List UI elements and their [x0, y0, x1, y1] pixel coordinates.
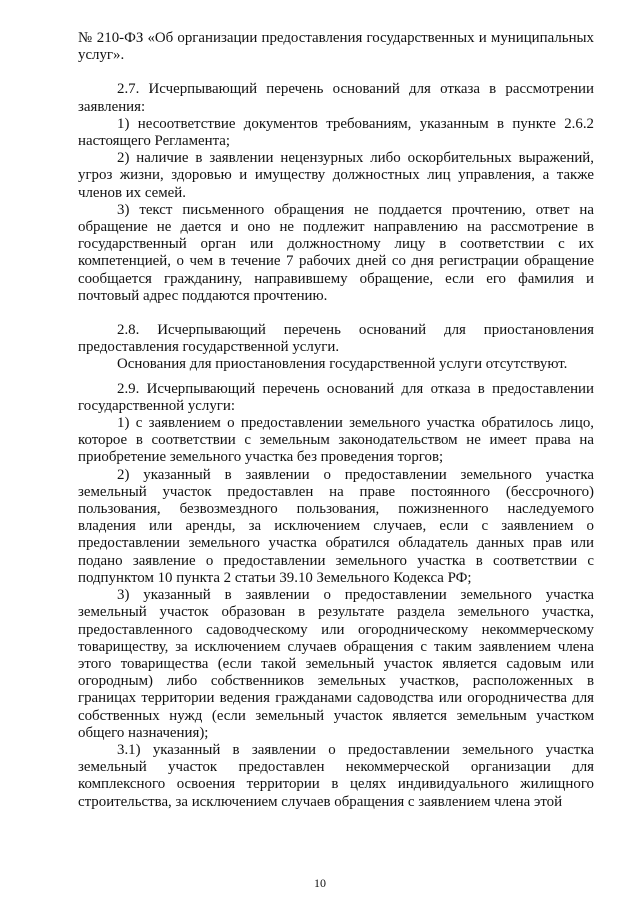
spacer — [78, 374, 594, 381]
page-number: 10 — [314, 876, 326, 890]
paragraph-2-9-item-2: 2) указанный в заявлении о предоставлении земельного участка земельный участок предоставлен на праве постоянного (бессрочного) пользования, безвозмездного пользования, пожизненного наследуемого владения или аренды, за исключением случаев, если с заявлением о предоставлении земельного участка обратился обладатель данных прав или подано заявление о предоставлении земельного участка в соответствии с подпунктом 10 пункта 2 статьи 39.10 Земельного Кодекса РФ; — [78, 466, 594, 586]
paragraph-2-8-body: Основания для приостановления государственной услуги отсутствуют. — [117, 356, 568, 373]
paragraph-2-8-heading: 2.8. Исчерпывающий перечень оснований для приостановления предоставления государственной услуги. — [78, 322, 594, 356]
paragraph-continuation: № 210-ФЗ «Об организации предоставления государственных и муниципальных услуг». — [78, 30, 594, 64]
paragraph-2-9-heading: 2.9. Исчерпывающий перечень оснований для отказа в предоставлении государственной услуги: — [78, 380, 594, 414]
paragraph-2-9-item-3: 3) указанный в заявлении о предоставлении земельного участка земельный участок образован в результате раздела земельного участка, предоставленного садоводческому или огородническому некоммерческому товариществу, за исключением случаев обращения с таким заявлением члена этого товарищества (если такой земельный участок является садовым или огородным) либо собственников земельных участков, расположенных в границах территории ведения гражданами садоводства или огородничества для собственных нужд (если земельный участок является земельным участком общего назначения); — [78, 587, 594, 741]
spacer — [78, 64, 594, 81]
paragraph-2-7-heading: 2.7. Исчерпывающий перечень оснований для отказа в рассмотрении заявления: — [78, 81, 594, 115]
paragraph-2-7-item-2: 2) наличие в заявлении нецензурных либо оскорбительных выражений, угроз жизни, здоровью и имуществу должностных лиц управления, а также членов их семей. — [78, 150, 594, 201]
paragraph-2-7-item-1: 1) несоответствие документов требованиям, указанным в пункте 2.6.2 настоящего Регламента; — [78, 115, 594, 150]
paragraph-2-7-item-3: 3) текст письменного обращения не поддается прочтению, ответ на обращение не дается и оно не подлежит направлению на рассмотрение в государственный орган или должностному лицу в соответствии с их компетенцией, о чем в течение 7 рабочих дней со дня регистрации обращение сообщается гражданину, направившему обращение, если его фамилия и почтовый адрес поддаются прочтению. — [78, 201, 594, 304]
paragraph-2-9-item-1: 1) с заявлением о предоставлении земельного участка обратилось лицо, которое в соответствии с земельным законодательством не имеет права на приобретение земельного участка без проведения торгов; — [78, 415, 594, 466]
paragraph-2-9-item-3-1: 3.1) указанный в заявлении о предоставлении земельного участка земельный участок предоставлен некоммерческой организации для комплексного освоения территории в целях индивидуального жилищного строительства, за исключением случаев обращения с заявлением члена этой — [78, 741, 594, 810]
spacer — [78, 305, 594, 322]
document-page — [78, 30, 594, 811]
